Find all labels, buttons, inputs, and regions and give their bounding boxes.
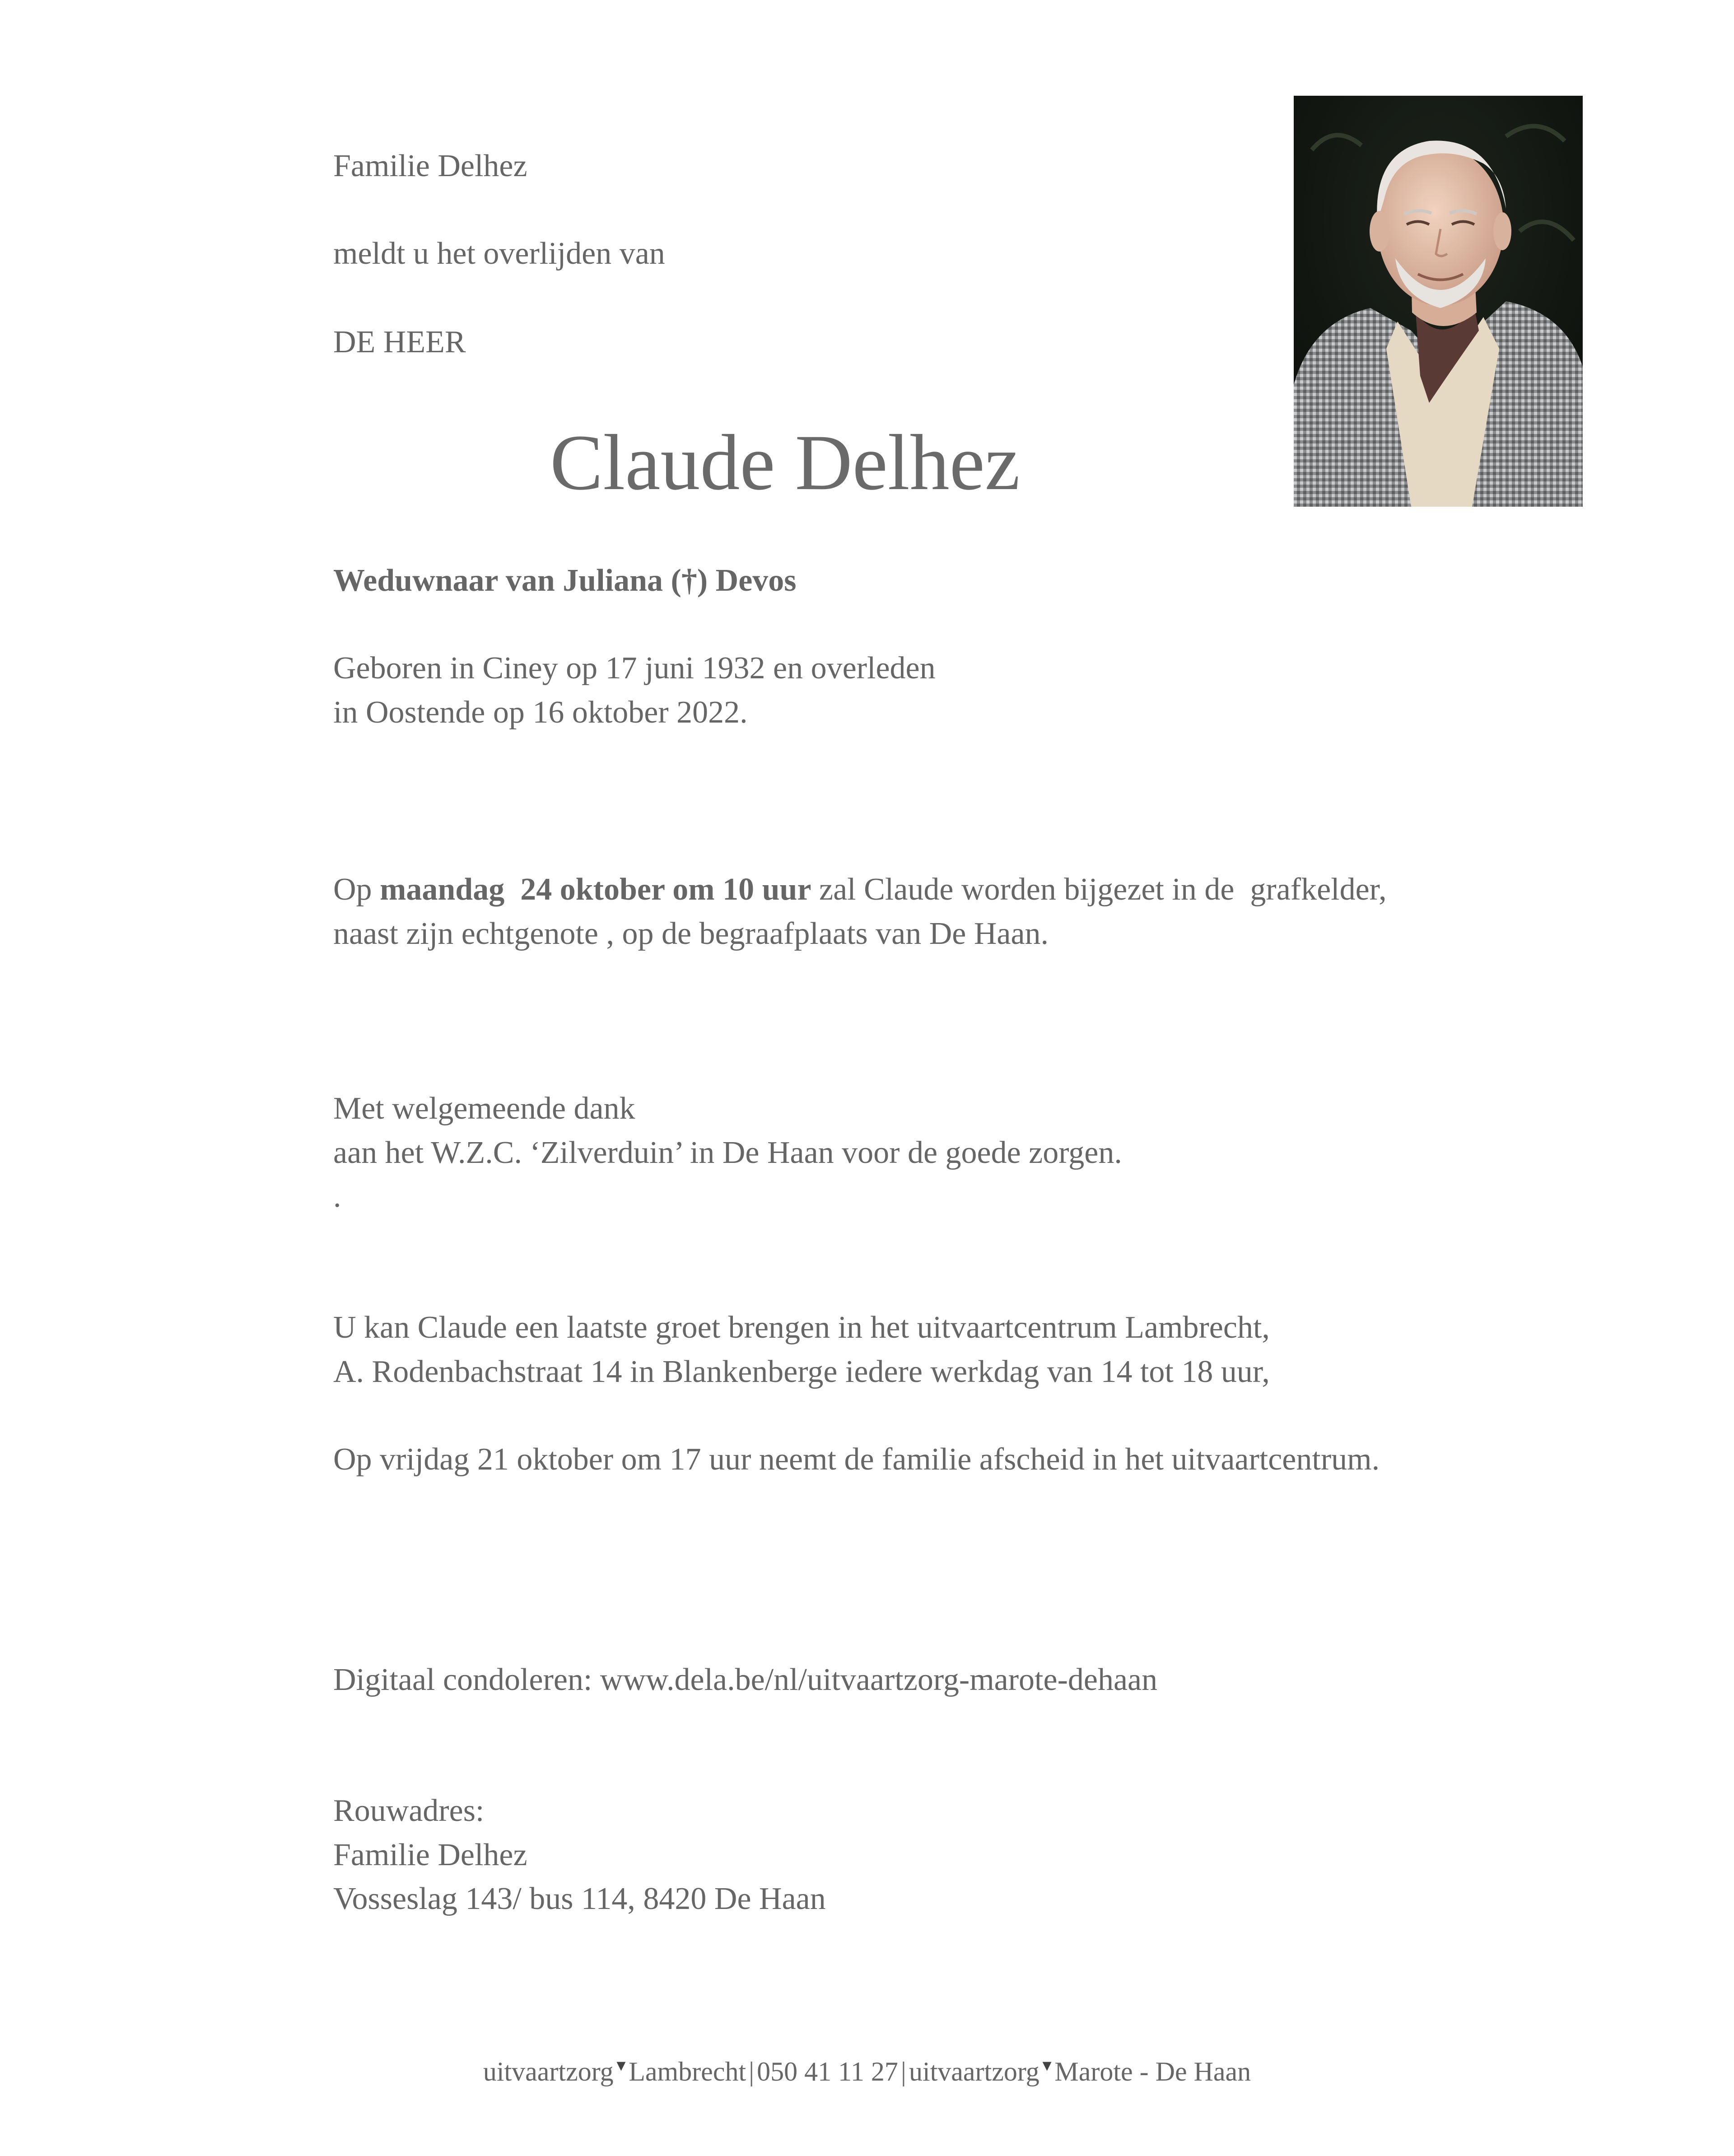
footer-place-2: Marote - De Haan: [1054, 2057, 1251, 2086]
footer-separator: |: [749, 2057, 755, 2086]
thanks-line-3: .: [333, 1179, 341, 1214]
triangle-icon: ▼: [613, 2058, 629, 2074]
birth-line: Geboren in Ciney op 17 juni 1932 en overleden: [333, 651, 936, 686]
condolence-link[interactable]: Digitaal condoleren: www.dela.be/nl/uitvaartzorg-marote-dehaan: [333, 1662, 1158, 1697]
address-family: Familie Delhez: [333, 1838, 527, 1872]
family-name: Familie Delhez: [333, 149, 527, 183]
burial-prefix: Op: [333, 872, 372, 907]
deceased-name: Claude Delhez: [550, 419, 1020, 507]
burial-line-1: [333, 867, 1387, 912]
footer-place-1: Lambrecht: [629, 2057, 746, 2086]
address-label: Rouwadres:: [333, 1793, 485, 1828]
burial-rest: zal Claude worden bijgezet in de grafkelder,: [819, 872, 1387, 907]
visit-line-1: U kan Claude een laatste groet brengen in het uitvaartcentrum Lambrecht,: [333, 1310, 1270, 1345]
announcement-text: meldt u het overlijden van: [333, 236, 665, 271]
thanks-line-1: Met welgemeende dank: [333, 1091, 635, 1126]
portrait-photo: [1294, 96, 1583, 507]
title-text: DE HEER: [333, 325, 466, 359]
address-street: Vosseslag 143/ bus 114, 8420 De Haan: [333, 1881, 826, 1916]
burial-line-2: naast zijn echtgenote , op de begraafplaats van De Haan.: [333, 916, 1049, 951]
thanks-line-2: aan het W.Z.C. ‘Zilverduin’ in De Haan voor de goede zorgen.: [333, 1135, 1122, 1170]
death-line: in Oostende op 16 oktober 2022.: [333, 695, 748, 730]
footer-phone: 050 41 11 27: [757, 2057, 898, 2086]
burial-date: maandag 24 oktober om 10 uur: [380, 872, 811, 907]
visit-line-2: A. Rodenbachstraat 14 in Blankenberge iedere werkdag van 14 tot 18 uur,: [333, 1354, 1270, 1389]
footer-brand-1: uitvaartzorg: [483, 2057, 614, 2086]
footer-brand-2: uitvaartzorg: [909, 2057, 1039, 2086]
footer-separator: |: [900, 2057, 906, 2086]
farewell-line: Op vrijdag 21 oktober om 17 uur neemt de familie afscheid in het uitvaartcentrum.: [333, 1442, 1380, 1477]
widower-line: Weduwnaar van Juliana (†) Devos: [333, 563, 797, 598]
footer: [0, 2048, 1734, 2090]
triangle-icon: ▼: [1039, 2058, 1055, 2074]
